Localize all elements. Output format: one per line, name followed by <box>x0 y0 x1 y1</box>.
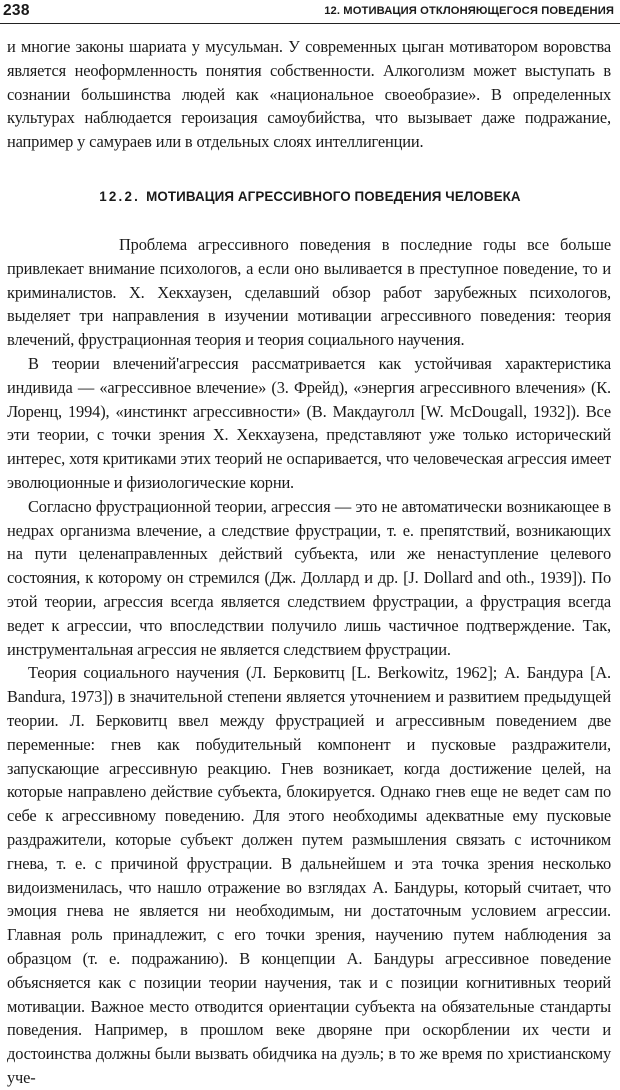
intro-text-block <box>7 35 611 154</box>
section-title: МОТИВАЦИЯ АГРЕССИВНОГО ПОВЕДЕНИЯ ЧЕЛОВЕКА <box>146 189 521 204</box>
chapter-title: 12. МОТИВАЦИЯ ОТКЛОНЯЮЩЕГОСЯ ПОВЕДЕНИЯ <box>324 5 614 17</box>
section-number: 12.2. <box>99 189 141 204</box>
paragraph-4: Теория социального научения (Л. Берковитц [L. Berkowitz, 1962]; А. Бандура [A. Bandura, 1973]) в значительной степени является уточнением и развитием предыдущей теории. Л. Берковитц ввел между фрустрацией и агрессивным поведением две переменные: гнев как побудительный компонент и пусковые раздражители, запускающие агрессивную реакцию. Гнев возникает, когда достижение целей, на которые направлено действие субъекта, блокируется. Однако гнев еще не ведет сам по себе к агрессивному поведению. Для этого необходимы адекватные ему пусковые раздражители, которые субъект должен путем размышления связать с источником гнева, т. е. с причиной фрустрации. В дальнейшем и эта точка зрения несколько видоизменилась, что нашло отражение во взглядах А. Бандуры, который считает, что эмоция гнева не является ни необходимым, ни достаточным условием агрессии. Главная роль принадлежит, с его точки зрения, научению путем наблюдения за образцом (т. е. подражанию). В концепции А. Бандуры агрессивное поведение объясняется как с позиции теории научения, так и с позиции когнитивных теорий мотивации. Важное место отводится ориентации субъекта на обязательные стандарты поведения. Например, в прошлом веке дворяне при оскорблении их чести и достоинства должны были вызвать обидчика на дуэль; в то же время по христианскому уче- <box>7 663 611 1087</box>
section-heading <box>0 189 620 204</box>
running-header <box>0 0 620 24</box>
intro-paragraph: и многие законы шариата у мусульман. У современных цыган мотиватором воровства является неоформленность понятия собственности. Алкоголизм может выступать в сознании большинства людей как «национальное своеобразие». В определенных культурах наблюдается героизация самоубийства, что вызывает даже подражание, например у самураев или в отдельных слоях интеллигенции. <box>7 37 611 152</box>
paragraph-2: В теории влечений'агрессия рассматривается как устойчивая характеристика индивида — «агрессивное влечение» (3. Фрейд), «энергия агрессивного влечения» (К. Лоренц, 1994), «инстинкт агрессивности» (В. Макдауголл [W. McDougall, 1932]). Все эти теории, с точки зрения X. Хекхаузена, представляют уже только исторический интерес, хотя критиками этих теорий не оспаривается, что человеческая агрессия имеет эволюционные и физиологические корни. <box>7 353 611 492</box>
section-body <box>7 233 611 1090</box>
paragraph-3: Согласно фрустрационной теории, агрессия — это не автоматически возникающее в недрах организма влечение, а следствие фрустрации, т. е. препятствий, возникающих на пути целенаправленных действий субъекта, или же ненаступление целевого состояния, к которому он стремился (Дж. Доллард и др. [J. Dollard and oth., 1939]). По этой теории, агрессия всегда является следствием фрустрации, а фрустрация всегда ведет к агрессии, что впоследствии получило лишь частичное подтверждение. Так, инструментальная агрессия не является следствием фрустрации. <box>7 496 611 659</box>
page-number: 238 <box>3 2 30 19</box>
paragraph-1: Проблема агрессивного поведения в последние годы все больше привлекает внимание психологов, а если оно выливается в преступное поведение, то и криминалистов. X. Хекхаузен, сделавший обзор работ зарубежных психологов, выделяет три направления в изучении мотивации агрессивного поведения: теория влечений, фрустрационная теория и теория социального научения. <box>7 235 611 350</box>
